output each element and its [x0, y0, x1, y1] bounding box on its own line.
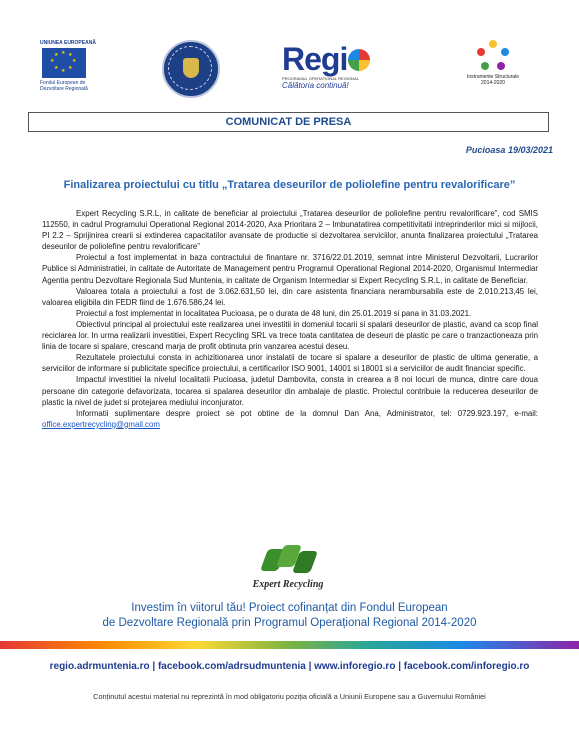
headline: Finalizarea proiectului cu titlu „Tratarea deseurilor de poliolefine pentru revalorificare”	[63, 179, 516, 191]
expert-recycling-logo-icon	[258, 543, 318, 579]
eu-logo	[40, 40, 110, 92]
contact-paragraph	[42, 408, 538, 430]
paragraph-2: Proiectul a fost implementat in baza contractului de finantare nr. 3716/22.01.2019, semnat intre Ministerul Dezvoltarii, Lucrarilor Publice si Administratiei, in calitate de Autoritate de Management pentru Programul Operational Regional 2014-2020, Organismul Intermediar Agentia pentru Dezvoltare Regionala Sud Muntenia, in calitate de Organism Intermediar si Expert Recycling S.R.L, in calitate de Beneficiar.	[42, 253, 538, 285]
footer-links[interactable]: regio.adrmuntenia.ro | facebook.com/adrsudmuntenia | www.inforegio.ro | facebook.com/inforegio.ro	[49, 661, 530, 672]
paragraph-1: Expert Recycling S.R.L, in calitate de beneficiar al proiectului „Tratarea deseurilor de poliolefine pentru revalorificare”, cod SMIS 112550, in cadrul Programului Operational Regional 2014-2020, Axa Prioritara 2 – Imbunatatirea competitivitatii intreprinderilor mici si mijlocii, PI 2.2 – Sprijinirea crearii si extinderea capacitatilor avansate de productie si dezvoltarea serviciilor, anunta finalizarea proiectului „Tratarea deseurilor de poliolefine pentru revalorificare”	[42, 209, 538, 252]
color-band	[0, 641, 579, 649]
company-name: Expert Recycling	[252, 579, 324, 590]
paragraph-4: Proiectul a fost implementat in localitatea Pucioasa, pe o durata de 48 luni, din 25.01.2019 si pana in 31.03.2021.	[76, 308, 472, 318]
eu-logo-caption-top: UNIUNEA EUROPEANĂ	[40, 40, 96, 46]
footer-disclaimer: Conținutul acestui material nu reprezintă în mod obligatoriu poziția oficială a Uniunii Europene sau a Guvernului României	[93, 692, 486, 701]
eu-logo-caption-2: Dezvoltare Regională	[40, 86, 88, 92]
contact-text: Informatii suplimentare despre proiect se pot obtine de la domnul Dan Ana, Administrator, tel: 0729.923.197, e-mail:	[76, 408, 538, 418]
eu-logo-caption-1: Fondul European de	[40, 80, 86, 86]
email-link[interactable]: office.expertrecycling@gmail.com	[42, 419, 160, 429]
logo-header	[0, 32, 579, 102]
regio-o-icon	[348, 49, 370, 71]
press-release-body	[42, 208, 538, 430]
regio-wordmark: Regi	[282, 41, 348, 77]
paragraph-5: Obiectivul principal al proiectului este realizarea unei investitii in domeniul tocarii si spalarii deseurilor de plastic, avand ca scop final reciclarea lor. In urma realizarii investitiei, Expert Recycling SRL va trece toata cantitatea de deseuri de plastic pe care o tranzactioneaza prin linia de tocare si spalare, crescand marja de profit obtinuta prin vanzarea acestui deseu.	[42, 319, 538, 352]
expert-recycling-logo	[226, 543, 350, 595]
footer-slogan-line-2: de Dezvoltare Regională prin Programul Operațional Regional 2014-2020	[102, 617, 477, 629]
structural-instruments-icon	[473, 40, 513, 74]
structural-instruments-logo	[455, 40, 531, 86]
romanian-government-seal-icon	[162, 40, 220, 98]
regio-logo	[282, 42, 394, 98]
regio-tagline: PROGRAMUL OPERAȚIONAL REGIONAL	[282, 76, 359, 81]
paragraph-7: Impactul investitiei la nivelul localitatii Pucioasa, judetul Dambovita, consta in crearea a 8 noi locuri de munca, dintre care doua persoane din categorie defavorizata, tocarea si spalarea deseurilor din ambalaje de plastic. Proiectul contribuie la reducerea deseurilor de plastic la nivel de judet si protejarea mediului inconjurator.	[42, 375, 538, 407]
footer-slogan-line-1: Investim în viitorul tău! Proiect cofinanțat din Fondul European	[131, 602, 448, 614]
structural-instruments-caption-2: 2014-2020	[481, 80, 505, 86]
press-release-title: COMUNICAT DE PRESA	[28, 112, 549, 132]
structural-instruments-caption-1: Instrumente Structurale	[467, 74, 519, 80]
place-date: Pucioasa 19/03/2021	[465, 145, 553, 155]
eu-flag-icon: ★ ★ ★ ★ ★ ★ ★ ★	[42, 48, 86, 78]
regio-slogan: Călătoria continuă!	[282, 81, 349, 90]
paragraph-6: Rezultatele proiectului consta in achizitionarea unor instalatii de tocare si spalare a deseurilor de plastic de ultima generatie, a serviciilor de informare si publicitate specifice proiectului, a certificarilor ISO 9001, 14001 si 18001 si a serviciilor de audit financiar specific.	[42, 353, 538, 374]
paragraph-3: Valoarea totala a proiectului a fost de 3.062.631,50 lei, din care asistenta financiara nerambursabila este de 2.010.213,45 lei, valoarea eligibila din FEDR fiind de 1.676.586,24 lei.	[42, 286, 538, 307]
